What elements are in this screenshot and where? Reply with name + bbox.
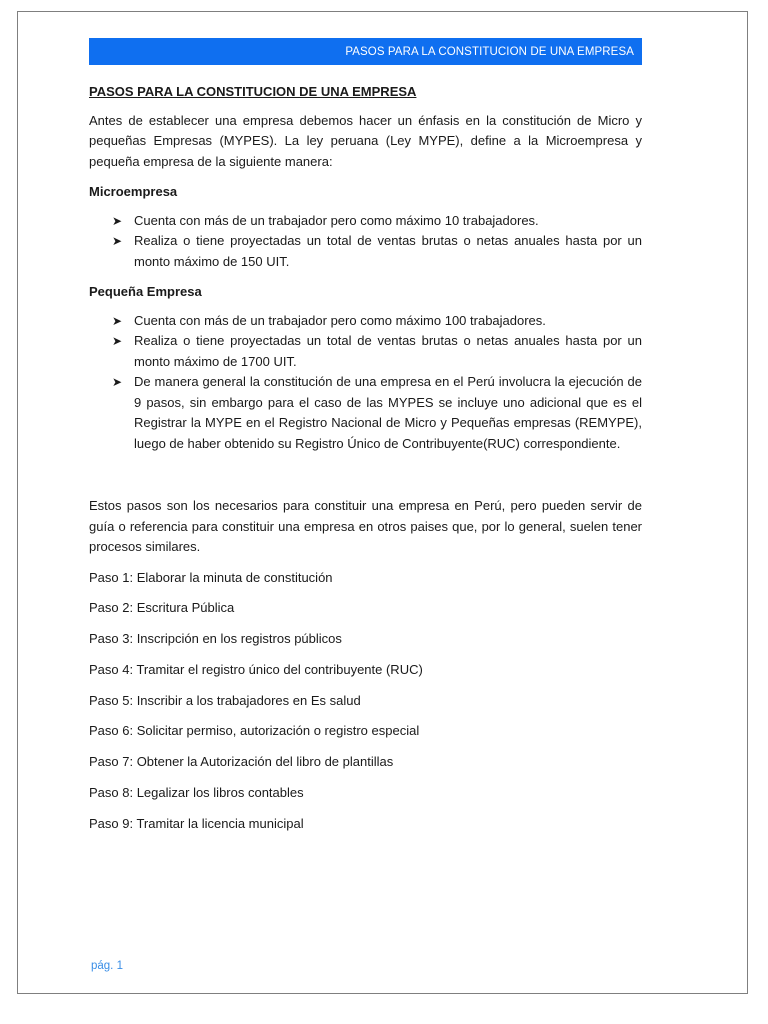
- list-item: ➤ Cuenta con más de un trabajador pero como máximo 10 trabajadores.: [89, 211, 642, 232]
- arrowhead-bullet-icon: ➤: [112, 334, 123, 348]
- step-1: Paso 1: Elaborar la minuta de constitución: [89, 569, 333, 585]
- page-number: pág. 1: [91, 960, 123, 972]
- intro-paragraph: Antes de establecer una empresa debemos hacer un énfasis en la constitución de Micro y pequeñas Empresas (MYPES). La ley peruana (Ley MYPE), define a la Microempresa y pequeña empresa de la siguiente manera:: [89, 112, 642, 169]
- arrowhead-bullet-icon: ➤: [112, 375, 123, 389]
- list-item: ➤ Cuenta con más de un trabajador pero como máximo 100 trabajadores.: [89, 311, 642, 332]
- document-title: PASOS PARA LA CONSTITUCION DE UNA EMPRESA: [89, 84, 417, 99]
- step-3: Paso 3: Inscripción en los registros públicos: [89, 631, 342, 647]
- step-9: Paso 9: Tramitar la licencia municipal: [89, 815, 304, 831]
- step-5: Paso 5: Inscribir a los trabajadores en Es salud: [89, 692, 361, 708]
- microempresa-heading: Microempresa: [89, 184, 178, 199]
- list-item: ➤ Realiza o tiene proyectadas un total de ventas brutas o netas anuales hasta por un monto máximo de 1700 UIT.: [112, 333, 642, 369]
- page-header-bar: [89, 38, 642, 65]
- step-6: Paso 6: Solicitar permiso, autorización o registro especial: [89, 723, 420, 739]
- arrowhead-bullet-icon: ➤: [112, 234, 123, 248]
- microempresa-list: [89, 211, 642, 273]
- spacer: [89, 464, 642, 496]
- steps-intro-paragraph: Estos pasos son los necesarios para constituir una empresa en Perú, pero pueden servir de guía o referencia para constituir una empresa en otros paises que, por lo general, suelen tener procesos similares.: [89, 498, 642, 554]
- list-item: ➤ Realiza o tiene proyectadas un total de ventas brutas o netas anuales hasta por un monto máximo de 150 UIT.: [112, 233, 642, 269]
- document-body: [89, 82, 642, 845]
- arrowhead-bullet-icon: ➤: [112, 313, 123, 328]
- step-4: Paso 4: Tramitar el registro único del contribuyente (RUC): [89, 661, 423, 677]
- arrowhead-bullet-icon: ➤: [112, 213, 123, 228]
- list-item: ➤ De manera general la constitución de una empresa en el Perú involucra la ejecución de 9 pasos, sin embargo para el caso de las MYPES se incluye uno adicional que es el Registrar la MYPE en el Registro Nacional de Micro y Pequeñas empresas (REMYPE), luego de haber obtenido su Registro Único de Contribuyente(RUC) correspondiente.: [112, 374, 642, 451]
- step-7: Paso 7: Obtener la Autorización del libro de plantillas: [89, 754, 394, 770]
- header-title: PASOS PARA LA CONSTITUCION DE UNA EMPRESA: [345, 45, 634, 58]
- step-8: Paso 8: Legalizar los libros contables: [89, 785, 304, 801]
- pequena-empresa-heading: Pequeña Empresa: [89, 284, 202, 299]
- step-2: Paso 2: Escritura Pública: [89, 600, 235, 616]
- pequena-empresa-list: [89, 311, 642, 455]
